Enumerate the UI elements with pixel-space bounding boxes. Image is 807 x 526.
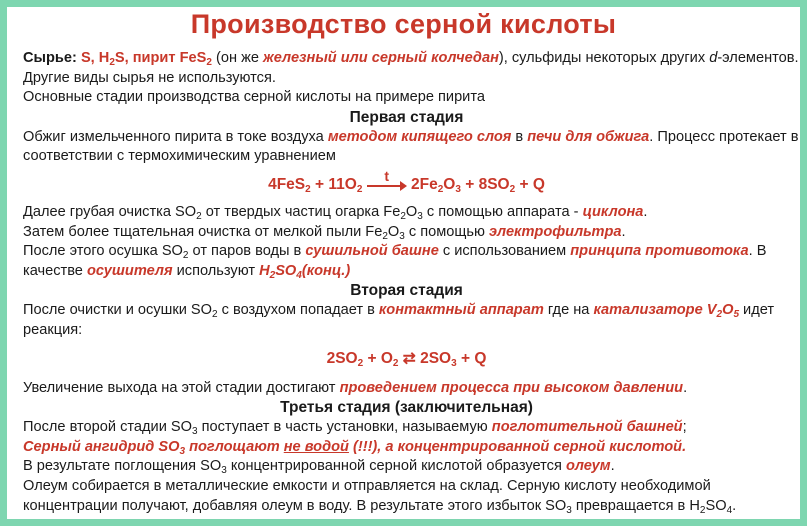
slide-content [23, 49, 799, 516]
raw-item-pyrite: пирит FeS$_2$ [132, 50, 212, 68]
stage3-l2: Серный ангидрид $SO_3$ поглощают не водой (!!!), а концентрированной серной кислотой. [23, 438, 687, 457]
stage2-equation: $2SO_2 + O_2$ ⇄ $2SO_3 + Q$ [326, 349, 487, 369]
stage3-l1: После второй стадии $SO_3$ поступает в часть установки, называемую поглотительной башней; [23, 419, 687, 438]
stage1-l1: Далее грубая очистка $SO_2$ от твердых частиц огарка $Fe_2O_3$ с помощью аппарата - циклона. [23, 203, 648, 222]
stage1-l2: Затем более тщательная очистка от мелкой пыли $Fe_2O_3$ с помощью электрофильтра. [23, 223, 626, 242]
pyrite-alias: железный или серный колчедан [263, 50, 499, 66]
raw-materials-line: Сырье: S, $H_2S$, пирит FeS$_2$ (он же железный или серный колчедан), сульфиды некоторых других d-элементов. [23, 50, 799, 68]
stage1-p2: соответствии с термохимическим уравнением [23, 148, 336, 165]
raw-item-s: S [80, 50, 91, 66]
page-title: Производство серной кислоты [190, 9, 617, 39]
stage1-heading: Первая стадия [349, 108, 464, 126]
reaction-arrow-icon: t [367, 178, 407, 192]
stage2-heading: Вторая стадия [350, 282, 463, 300]
stage3-l3: В результате поглощения $SO_3$ концентрированной серной кислотой образуется олеум. [23, 458, 615, 477]
stage2-l2: реакция: [23, 321, 83, 338]
other-raw-line: Другие виды сырья не используются. [23, 69, 276, 86]
stages-intro-line: Основные стадии производства серной кислоты на примере пирита [23, 89, 485, 106]
raw-item-h2s: $H_2S$ [98, 50, 125, 68]
stage3-heading: Третья стадия (заключительная) [280, 399, 533, 417]
stage3-l4: Олеум собирается в металлические емкости и отправляется на склад. Серную кислоту необходимой [23, 477, 711, 494]
stage2-l3: Увеличение выхода на этой стадии достигают проведением процесса при высоком давлении. [23, 379, 688, 396]
stage1-equation: $4FeS_2 + 11O_2$ t $2Fe_2O_3 + 8SO_2 + Q$ [268, 167, 545, 195]
stage1-l4: качестве осушителя используют $H_2SO_4(конц.)$ [23, 262, 351, 281]
equilibrium-arrow-icon: ⇄ [398, 349, 421, 367]
stage1-l3: После этого осушка $SO_2$ от паров воды в сушильной башне с использованием принципа противотока. В [23, 243, 767, 262]
stage2-l1: После очистки и осушки $SO_2$ с воздухом попадает в контактный аппарат где на катализаторе $V_2O_5$ идет [23, 302, 775, 321]
stage3-l5: концентрации получают, добавляя олеум в воду. В результате этого избыток $SO_3$ превращается в $H_2SO_4$. [23, 497, 737, 516]
stage1-p1: Обжиг измельченного пирита в токе воздуха методом кипящего слоя в печи для обжига. Процесс протекает в [23, 128, 799, 145]
raw-label: Сырье: [23, 50, 77, 66]
